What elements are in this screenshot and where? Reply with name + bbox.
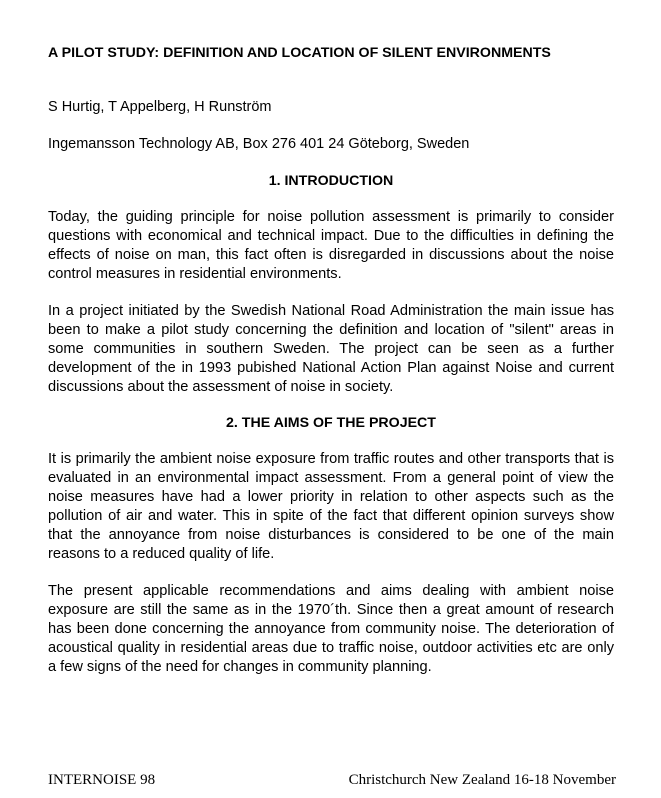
paper-page	[48, 44, 614, 677]
paragraph: In a project initiated by the Swedish National Road Administration the main issue has been to make a pilot study concerning the definition and location of "silent" areas in some communities in southern Sweden. The project can be seen as a further development of the in 1993 pubished National Action Plan against Noise and current discussions about the assessment of noise in society.	[48, 303, 614, 395]
paragraph: Today, the guiding principle for noise pollution assessment is primarily to consider questions with economical and technical impact. Due to the difficulties in defining the effects of noise on man, this fact often is disregarded in discussions about the noise control measures in residential environments.	[48, 209, 614, 282]
paragraph: The present applicable recommendations and aims dealing with ambient noise exposure are still the same as in the 1970´th. Since then a great amount of research has been done concerning the annoyance from community noise. The deterioration of acoustical quality in residential areas due to traffic noise, outdoor activities etc are only a few signs of the need for changes in community planning.	[48, 583, 614, 675]
affiliation: Ingemansson Technology AB, Box 276 401 24 Göteborg, Sweden	[48, 136, 470, 152]
section-heading-aims: 2. THE AIMS OF THE PROJECT	[226, 415, 436, 431]
paper-title: A PILOT STUDY: DEFINITION AND LOCATION OF SILENT ENVIRONMENTS	[48, 45, 551, 61]
footer-location-date: Christchurch New Zealand 16-18 November	[348, 772, 616, 788]
footer-conference: INTERNOISE 98	[48, 772, 156, 788]
paragraph: It is primarily the ambient noise exposure from traffic routes and other transports that is evaluated in an environmental impact assessment. From a general point of view the noise measures have had a lower priority in relation to other aspects such as the pollution of air and water. This in spite of the fact that different opinion surveys show that the annoyance from noise disturbances is considered to be one of the main reasons to a reduced quality of life.	[48, 451, 614, 562]
section-heading-introduction: 1. INTRODUCTION	[268, 173, 394, 189]
authors: S Hurtig, T Appelberg, H Runström	[48, 99, 272, 115]
